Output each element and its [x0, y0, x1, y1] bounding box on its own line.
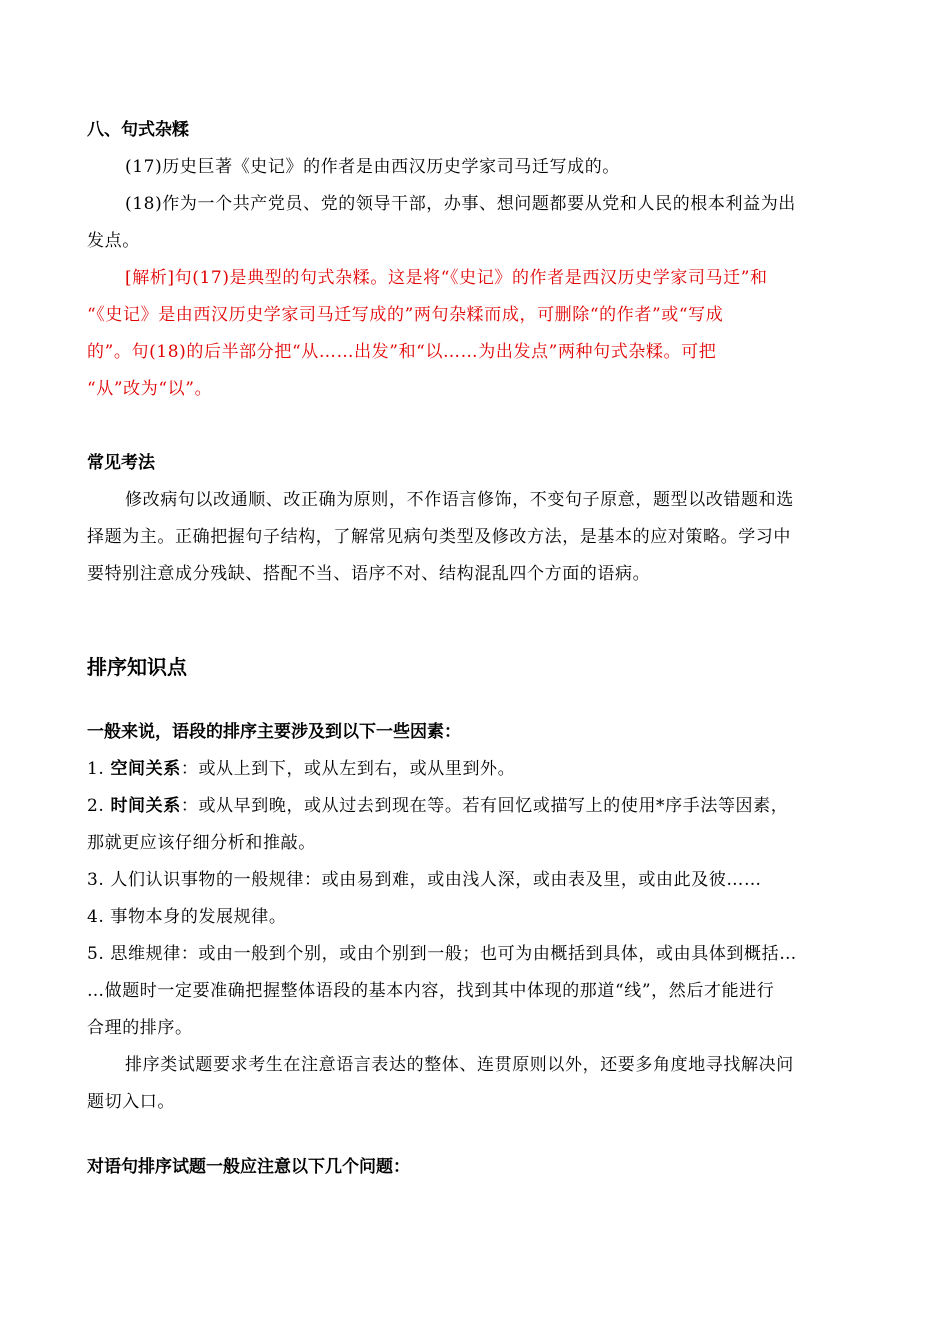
point-number: 1. — [87, 759, 111, 779]
ordering-point-4: 4. 事物本身的发展规律。 — [87, 907, 287, 927]
point-keyword: 空间关系 — [110, 759, 181, 779]
common-exam-line-2: 择题为主。正确把握句子结构，了解常见病句类型及修改方法，是基本的应对策略。学习中 — [87, 527, 791, 547]
spacer — [87, 593, 867, 649]
ordering-point-5-line-2: …做题时一定要准确把握整体语段的基本内容，找到其中体现的那道“线”，然后才能进行 — [87, 981, 775, 1001]
point-keyword: 时间关系 — [110, 796, 181, 816]
ordering-point-1 — [87, 751, 867, 788]
ordering-section-title: 排序知识点 — [87, 655, 187, 679]
analysis-line-1: [解析]句(17)是典型的句式杂糅。这是将“《史记》的作者是西汉历史学家司马迁”和 — [125, 268, 768, 288]
ordering-point-5-line-1: 5. 思维规律：或由一般到个别，或由个别到一般；也可为由概括到具体，或由具体到概括… — [87, 944, 797, 964]
spacer — [87, 686, 867, 714]
common-exam-line-3: 要特别注意成分残缺、搭配不当、语序不对、结构混乱四个方面的语病。 — [87, 564, 651, 584]
analysis-line-4: “从”改为“以”。 — [87, 379, 213, 399]
example-18-line-1: (18)作为一个共产党员、党的领导干部，办事、想问题都要从党和人民的根本利益为出 — [125, 194, 796, 214]
example-17: (17)历史巨著《史记》的作者是由西汉历史学家司马迁写成的。 — [125, 157, 620, 177]
document-page — [87, 112, 867, 1186]
analysis-line-2: “《史记》是由西汉历史学家司马迁写成的”两句杂糅而成，可删除“的作者”或“写成 — [87, 305, 724, 325]
ordering-paragraph-line-1: 排序类试题要求考生在注意语言表达的整体、连贯原则以外，还要多角度地寻找解决问 — [125, 1055, 794, 1075]
ordering-paragraph-line-2: 题切入口。 — [87, 1092, 175, 1112]
point-number: 2. — [87, 796, 111, 816]
common-exam-heading: 常见考法 — [87, 453, 155, 473]
point-text: ：或从上到下，或从左到右，或从里到外。 — [180, 759, 516, 779]
point-text: ：或从早到晚，或从过去到现在等。若有回忆或描写上的使用*序手法等因素， — [180, 796, 789, 816]
spacer — [87, 1121, 867, 1149]
ordering-question-heading: 对语句排序试题一般应注意以下几个问题： — [87, 1157, 410, 1177]
ordering-point-5-line-3: 合理的排序。 — [87, 1018, 193, 1038]
section-heading-sentence-mixing: 八、句式杂糅 — [87, 120, 189, 140]
ordering-point-2-line-2: 那就更应该仔细分析和推敲。 — [87, 833, 316, 853]
analysis-line-3: 的”。句(18)的后半部分把“从……出发”和“以……为出发点”两种句式杂糅。可把 — [87, 342, 717, 362]
spacer — [87, 408, 867, 445]
common-exam-line-1: 修改病句以改通顺、改正确为原则，不作语言修饰，不变句子原意，题型以改错题和选 — [125, 490, 794, 510]
ordering-point-3: 3. 人们认识事物的一般规律：或由易到难，或由浅人深，或由表及里，或由此及彼…… — [87, 870, 762, 890]
example-18-line-2: 发点。 — [87, 231, 140, 251]
ordering-intro: 一般来说，语段的排序主要涉及到以下一些因素： — [87, 722, 461, 742]
ordering-point-2 — [87, 788, 867, 825]
